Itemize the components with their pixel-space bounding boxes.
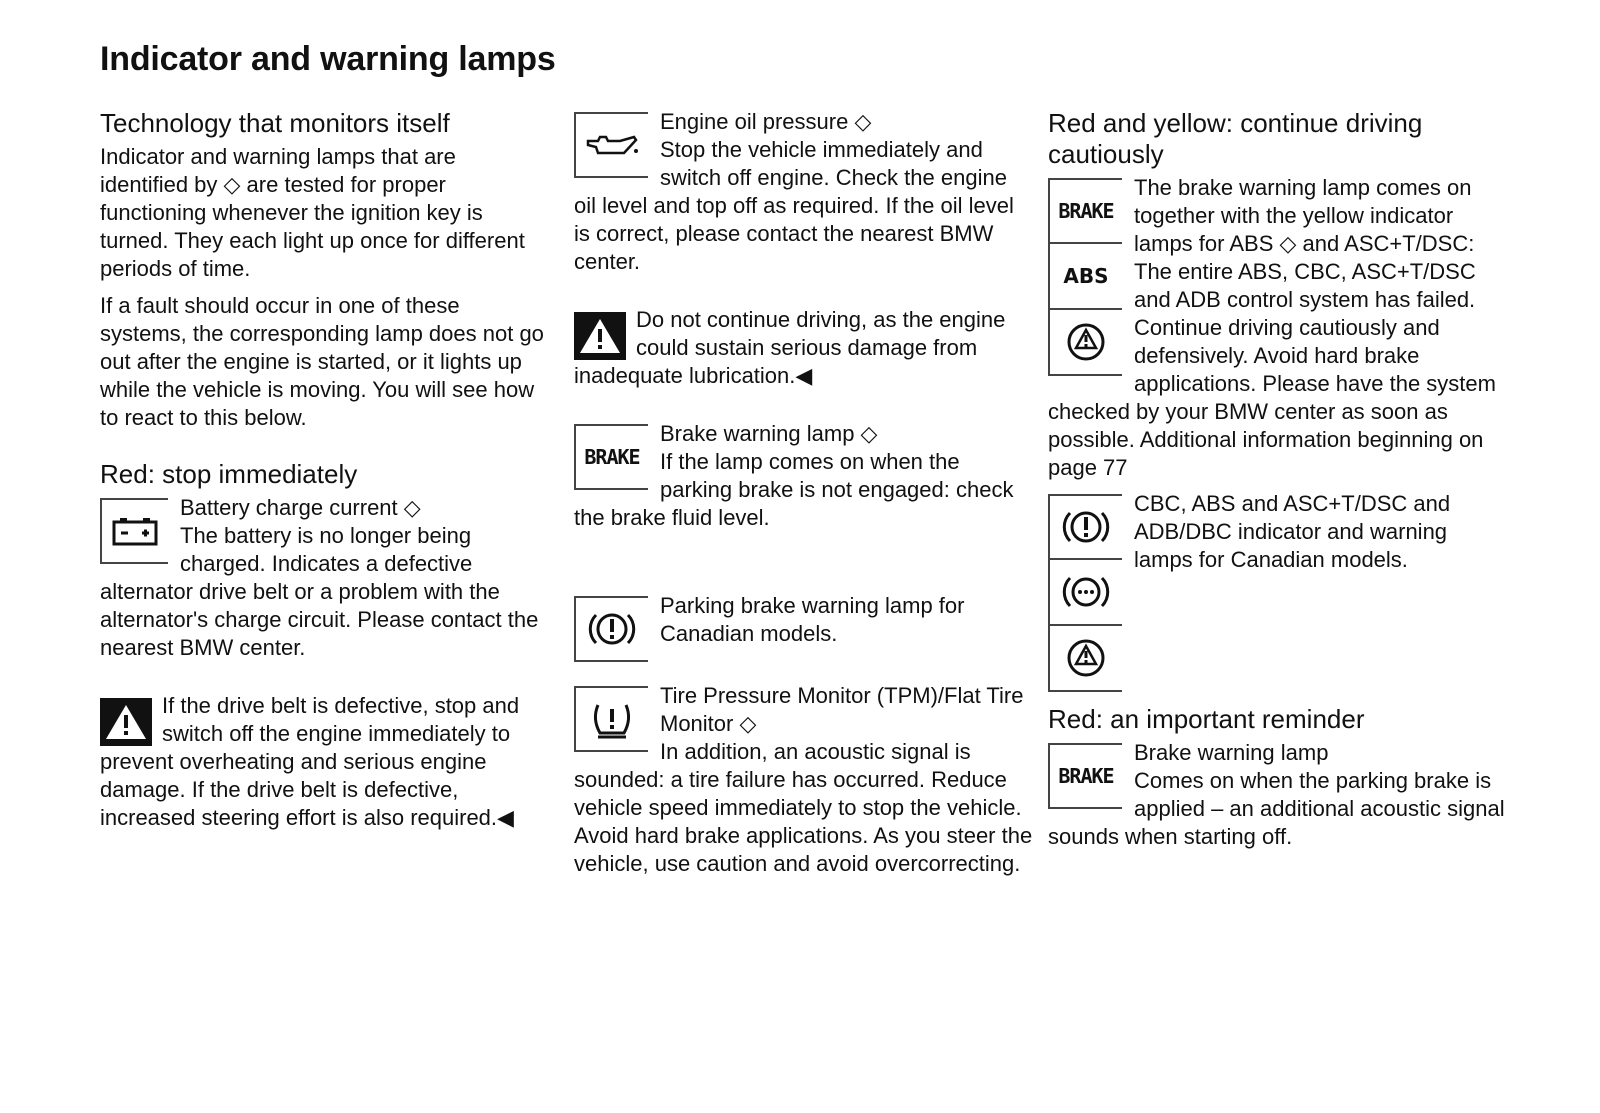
- brake-label: BRAKE: [1058, 199, 1114, 223]
- abs-icon: [1048, 244, 1122, 310]
- section-heading-red-yellow: Red and yellow: continue driving cautiously: [1048, 108, 1423, 169]
- tpm-title: Tire Pressure Monitor (TPM)/Flat Tire Monitor ◇: [660, 683, 1024, 736]
- tire-pressure-icon: [574, 686, 648, 752]
- section-heading-reminder: Red: an important reminder: [1048, 704, 1365, 734]
- parking-brake-title: Parking brake warning lamp for Canadian models.: [660, 593, 965, 646]
- drivebelt-warning: [100, 692, 545, 832]
- oil-warning: [574, 306, 1034, 390]
- column-2: [574, 108, 1034, 878]
- canadian-lamps-entry: [1048, 490, 1508, 694]
- tpm-entry: [574, 682, 1034, 878]
- parking-brake-icon: [574, 596, 648, 662]
- reminder-title: Brake warning lamp: [1134, 740, 1329, 765]
- abs-circle-icon: [1048, 560, 1122, 626]
- parking-brake-icon: [1048, 494, 1122, 560]
- brake-text: If the lamp comes on when the parking brake is not engaged: check the brake fluid level.: [574, 449, 1014, 530]
- oil-pressure-text: Stop the vehicle immediately and switch off engine. Check the engine oil level and top off as required. If the oil level is correct, please contact the nearest BMW center.: [574, 137, 1014, 274]
- paragraph-tech-2: If a fault should occur in one of these systems, the corresponding lamp does not go out after the engine is started, or it lights up while the vehicle is moving. You will see how to react to this below.: [100, 293, 544, 430]
- column-3: [1048, 108, 1508, 851]
- warning-triangle-icon: [100, 698, 152, 746]
- oil-can-icon: [574, 112, 648, 178]
- section-heading-technology: Technology that monitors itself: [100, 108, 450, 138]
- dsc-warning-icon: [1048, 626, 1122, 692]
- brake-icon: [1048, 743, 1122, 809]
- page-title: Indicator and warning lamps: [100, 40, 556, 78]
- oil-warning-text: Do not continue driving, as the engine could sustain serious damage from inadequate lubrication.◀: [574, 307, 1006, 388]
- red-yellow-entry: [1048, 174, 1508, 482]
- oil-pressure-title: Engine oil pressure ◇: [660, 109, 872, 134]
- battery-icon: [100, 498, 168, 564]
- drivebelt-warning-text: If the drive belt is defective, stop and switch off the engine immediately to prevent overheating and serious engine damage. If the drive belt is defective, increased steering effort is also required.◀: [100, 693, 520, 830]
- brake-icon: [574, 424, 648, 490]
- canadian-lamps-text: CBC, ABS and ASC+T/DSC and ADB/DBC indicator and warning lamps for Canadian models.: [1134, 491, 1451, 572]
- brake-title: Brake warning lamp ◇: [660, 421, 878, 446]
- column-1: [100, 108, 545, 832]
- brake-lamp-entry: [574, 420, 1034, 532]
- brake-label: BRAKE: [1058, 764, 1114, 788]
- battery-lamp-entry: [100, 494, 545, 662]
- oil-pressure-entry: [574, 108, 1034, 276]
- abs-label: ABS: [1063, 264, 1109, 288]
- battery-text: The battery is no longer being charged. Indicates a defective alternator drive belt or a problem with the alternator's charge circuit. Please contact the nearest BMW center.: [100, 523, 539, 660]
- red-yellow-text: The brake warning lamp comes on together with the yellow indicator lamps for ABS ◇ and ASC+T/DSC: The entire ABS, CBC, ASC+T/DSC and ADB control system has failed. Continue driving cautiously and defensively. Avoid hard brake applications. Please have the system checked by your BMW center as soon as possible. Additional information beginning on page 77: [1048, 175, 1496, 480]
- brake-icon: [1048, 178, 1122, 244]
- dsc-warning-icon: [1048, 310, 1122, 376]
- tpm-text: In addition, an acoustic signal is sounded: a tire failure has occurred. Reduce vehicle speed immediately to stop the vehicle. Avoid hard brake applications. As you steer the vehicle, use caution and avoid overcorrecting.: [574, 739, 1033, 876]
- reminder-entry: [1048, 739, 1508, 851]
- brake-label: BRAKE: [584, 445, 640, 469]
- battery-title: Battery charge current ◇: [180, 495, 421, 520]
- reminder-text: Comes on when the parking brake is applied – an additional acoustic signal sounds when starting off.: [1048, 768, 1505, 849]
- paragraph-tech-1: Indicator and warning lamps that are identified by ◇ are tested for proper functioning whenever the ignition key is turned. They each light up once for different periods of time.: [100, 144, 525, 281]
- warning-triangle-icon: [574, 312, 626, 360]
- parking-brake-entry: [574, 592, 1034, 664]
- section-heading-red-stop: Red: stop immediately: [100, 459, 358, 489]
